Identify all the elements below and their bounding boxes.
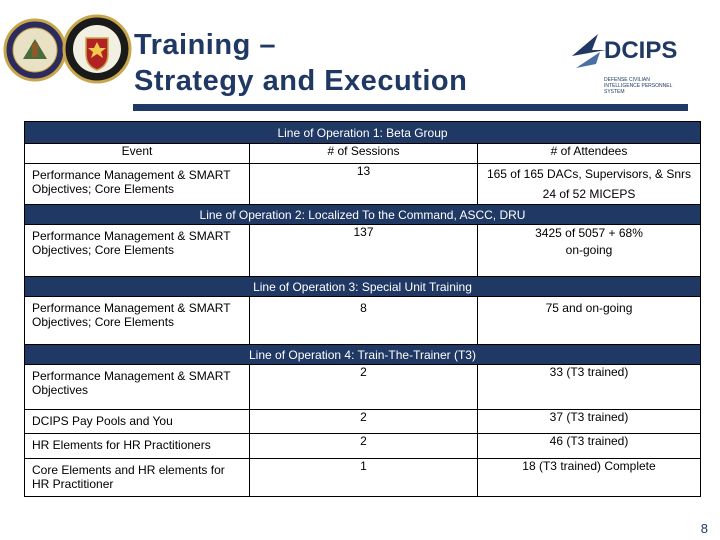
column-header-event: Event	[25, 144, 250, 164]
table-row	[25, 459, 701, 497]
table-row	[25, 164, 701, 205]
table-row	[25, 225, 701, 277]
table-row	[25, 434, 701, 459]
title-line-2: Strategy and Execution	[134, 65, 468, 97]
sessions-cell: 2	[250, 410, 478, 434]
event-cell: DCIPS Pay Pools and You	[25, 410, 250, 434]
sessions-cell: 2	[250, 365, 478, 410]
section-header-2	[25, 205, 701, 225]
attendees-line: 165 of 165 DACs, Supervisors, & Snrs	[486, 167, 692, 181]
table-row	[25, 365, 701, 410]
attendees-cell: 33 (T3 trained)	[478, 365, 701, 410]
dcips-logo-subtitle: DEFENSE CIVILIAN INTELLIGENCE PERSONNEL SYSTEM	[604, 77, 673, 95]
attendees-cell: 18 (T3 trained) Complete	[478, 459, 701, 497]
page-number: 8	[700, 521, 708, 536]
event-cell: Performance Management & SMART Objectives; Core Elements	[25, 297, 250, 345]
sessions-cell: 2	[250, 434, 478, 459]
training-table	[24, 121, 701, 497]
event-cell: Performance Management & SMART Objectives; Core Elements	[25, 164, 250, 205]
column-header-attendees: # of Attendees	[478, 144, 701, 164]
column-header-row	[25, 144, 701, 164]
section-header-1	[25, 122, 701, 144]
sessions-cell: 1	[250, 459, 478, 497]
attendees-cell: 46 (T3 trained)	[478, 434, 701, 459]
dcips-swoosh-icon	[570, 28, 690, 78]
army-reserve-seal-logo	[62, 8, 132, 90]
attendees-cell: 37 (T3 trained)	[478, 410, 701, 434]
event-cell: HR Elements for HR Practitioners	[25, 434, 250, 459]
attendees-cell	[478, 164, 701, 205]
army-seal-logo	[3, 3, 67, 97]
column-header-sessions: # of Sessions	[250, 144, 478, 164]
event-cell: Performance Management & SMART Objectives; Core Elements	[25, 225, 250, 277]
section-title: Line of Operation 3: Special Unit Training	[25, 277, 701, 297]
section-title: Line of Operation 1: Beta Group	[25, 122, 701, 144]
dcips-logo-text: DCIPS	[604, 37, 678, 64]
section-header-4	[25, 345, 701, 365]
dcips-logo	[570, 28, 690, 100]
sessions-cell: 8	[250, 297, 478, 345]
attendees-line: 24 of 52 MICEPS	[542, 187, 636, 201]
sessions-cell: 13	[250, 164, 478, 205]
attendees-line: 3425 of 5057 + 68%	[535, 226, 643, 240]
event-cell: Performance Management & SMART Objectives	[25, 365, 250, 410]
sessions-cell: 137	[250, 225, 478, 277]
attendees-line: on-going	[565, 243, 613, 257]
table-row	[25, 297, 701, 345]
section-header-3	[25, 277, 701, 297]
page-title	[134, 27, 467, 99]
section-title: Line of Operation 4: Train-The-Trainer (T3)	[25, 345, 701, 365]
title-rule	[133, 104, 688, 111]
table-row	[25, 410, 701, 434]
title-line-1: Training –	[134, 29, 276, 61]
attendees-cell: 75 and on-going	[478, 297, 701, 345]
event-cell: Core Elements and HR elements for HR Practitioner	[25, 459, 250, 497]
section-title: Line of Operation 2: Localized To the Command, ASCC, DRU	[25, 205, 701, 225]
attendees-cell	[478, 225, 701, 277]
